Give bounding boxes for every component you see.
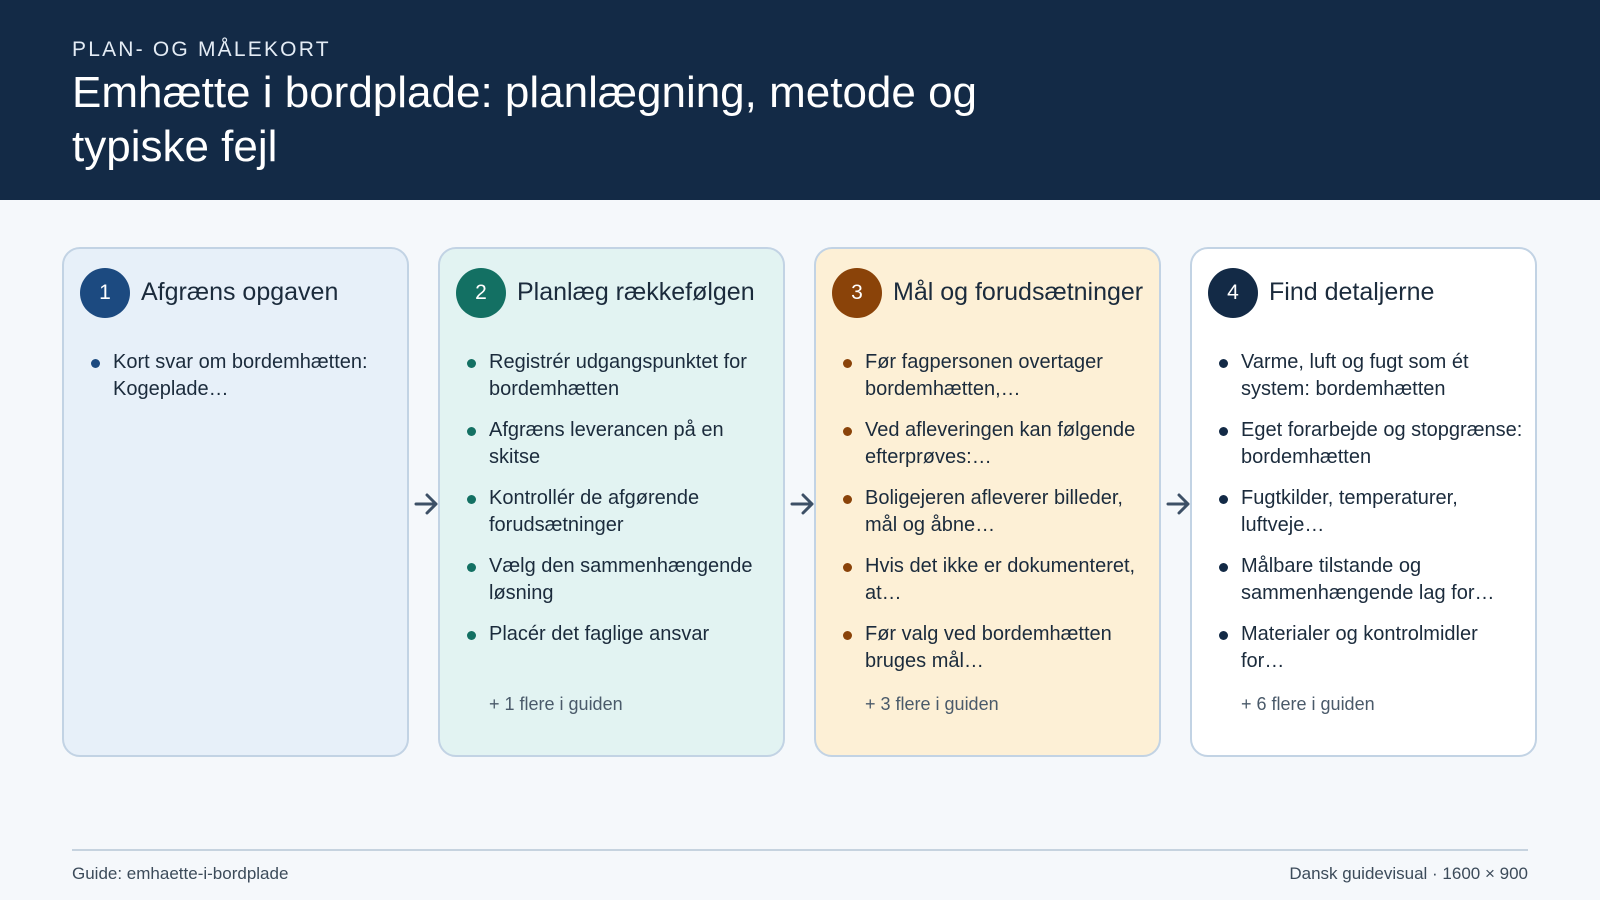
more-in-guide-link[interactable]: + 1 flere i guiden	[489, 694, 623, 714]
page-title: Emhætte i bordplade: planlægning, metode og typiske fejl	[72, 68, 978, 171]
header-banner	[0, 0, 1600, 200]
list-item-text: Før fagpersonen overtager bordemhætten,…	[865, 351, 1103, 400]
bullet-icon	[843, 495, 852, 504]
list-item-text: Varme, luft og fugt som ét system: bordemhætten	[1241, 351, 1469, 400]
step-number-badge: 1	[80, 268, 130, 318]
list-item-text: Registrér udgangspunktet for bordemhætten	[489, 351, 747, 400]
more-in-guide-link[interactable]: + 3 flere i guiden	[865, 694, 999, 714]
list-item-text: Materialer og kontrolmidler for…	[1241, 623, 1478, 672]
step-number-badge: 3	[832, 268, 882, 318]
bullet-icon	[467, 359, 476, 368]
bullet-icon	[843, 631, 852, 640]
arrow-right-icon	[414, 490, 440, 518]
list-item	[841, 485, 1149, 539]
list-item	[1217, 349, 1525, 403]
list-item-text: Før valg ved bordemhætten bruges mål…	[865, 623, 1112, 672]
step-item-list	[89, 349, 397, 417]
list-item-text: Hvis det ikke er dokumenteret, at…	[865, 555, 1136, 604]
bullet-icon	[467, 563, 476, 572]
list-item	[841, 417, 1149, 471]
list-item	[465, 417, 773, 471]
list-item	[841, 621, 1149, 675]
arrow-right-icon	[1166, 490, 1192, 518]
arrow-right-icon	[790, 490, 816, 518]
footer-guide-slug: Guide: emhaette-i-bordplade	[72, 864, 289, 883]
bullet-icon	[843, 427, 852, 436]
step-card-3	[814, 247, 1161, 757]
list-item	[465, 485, 773, 539]
eyebrow-label: PLAN- OG MÅLEKORT	[72, 38, 331, 61]
list-item-text: Placér det faglige ansvar	[489, 623, 710, 645]
list-item-text: Målbare tilstande og sammenhængende lag for…	[1241, 555, 1495, 604]
step-title: Mål og forudsætninger	[893, 278, 1144, 306]
list-item	[465, 621, 773, 648]
step-card-1	[62, 247, 409, 757]
step-title: Afgræns opgaven	[141, 278, 339, 306]
list-item-text: Afgræns leverancen på en skitse	[489, 419, 724, 468]
list-item	[1217, 621, 1525, 675]
footer-format-label: Dansk guidevisual · 1600 × 900	[1289, 864, 1528, 883]
footer-divider	[72, 849, 1528, 851]
list-item	[89, 349, 397, 403]
bullet-icon	[1219, 359, 1228, 368]
bullet-icon	[467, 495, 476, 504]
bullet-icon	[1219, 427, 1228, 436]
bullet-icon	[91, 359, 100, 368]
step-card-2	[438, 247, 785, 757]
bullet-icon	[843, 563, 852, 572]
list-item	[1217, 417, 1525, 471]
list-item	[1217, 485, 1525, 539]
list-item-text: Ved afleveringen kan følgende efterprøves:…	[865, 419, 1136, 468]
bullet-icon	[1219, 563, 1228, 572]
list-item-text: Eget forarbejde og stopgrænse: bordemhætten	[1241, 419, 1523, 468]
step-title: Planlæg rækkefølgen	[517, 278, 755, 306]
bullet-icon	[1219, 631, 1228, 640]
more-in-guide-link[interactable]: + 6 flere i guiden	[1241, 694, 1375, 714]
step-item-list	[1217, 349, 1525, 689]
bullet-icon	[843, 359, 852, 368]
list-item-text: Kort svar om bordemhætten: Kogeplade…	[113, 351, 368, 400]
list-item	[841, 349, 1149, 403]
list-item-text: Boligejeren afleverer billeder, mål og åbne…	[865, 487, 1123, 536]
step-item-list	[841, 349, 1149, 689]
list-item-text: Kontrollér de afgørende forudsætninger	[489, 487, 700, 536]
list-item	[1217, 553, 1525, 607]
list-item-text: Fugtkilder, temperaturer, luftveje…	[1241, 487, 1458, 536]
step-title: Find detaljerne	[1269, 278, 1435, 306]
list-item	[841, 553, 1149, 607]
step-card-4	[1190, 247, 1537, 757]
list-item-text: Vælg den sammenhængende løsning	[489, 555, 753, 604]
step-item-list	[465, 349, 773, 662]
step-number-badge: 2	[456, 268, 506, 318]
list-item	[465, 553, 773, 607]
bullet-icon	[467, 427, 476, 436]
bullet-icon	[467, 631, 476, 640]
bullet-icon	[1219, 495, 1228, 504]
list-item	[465, 349, 773, 403]
step-number-badge: 4	[1208, 268, 1258, 318]
